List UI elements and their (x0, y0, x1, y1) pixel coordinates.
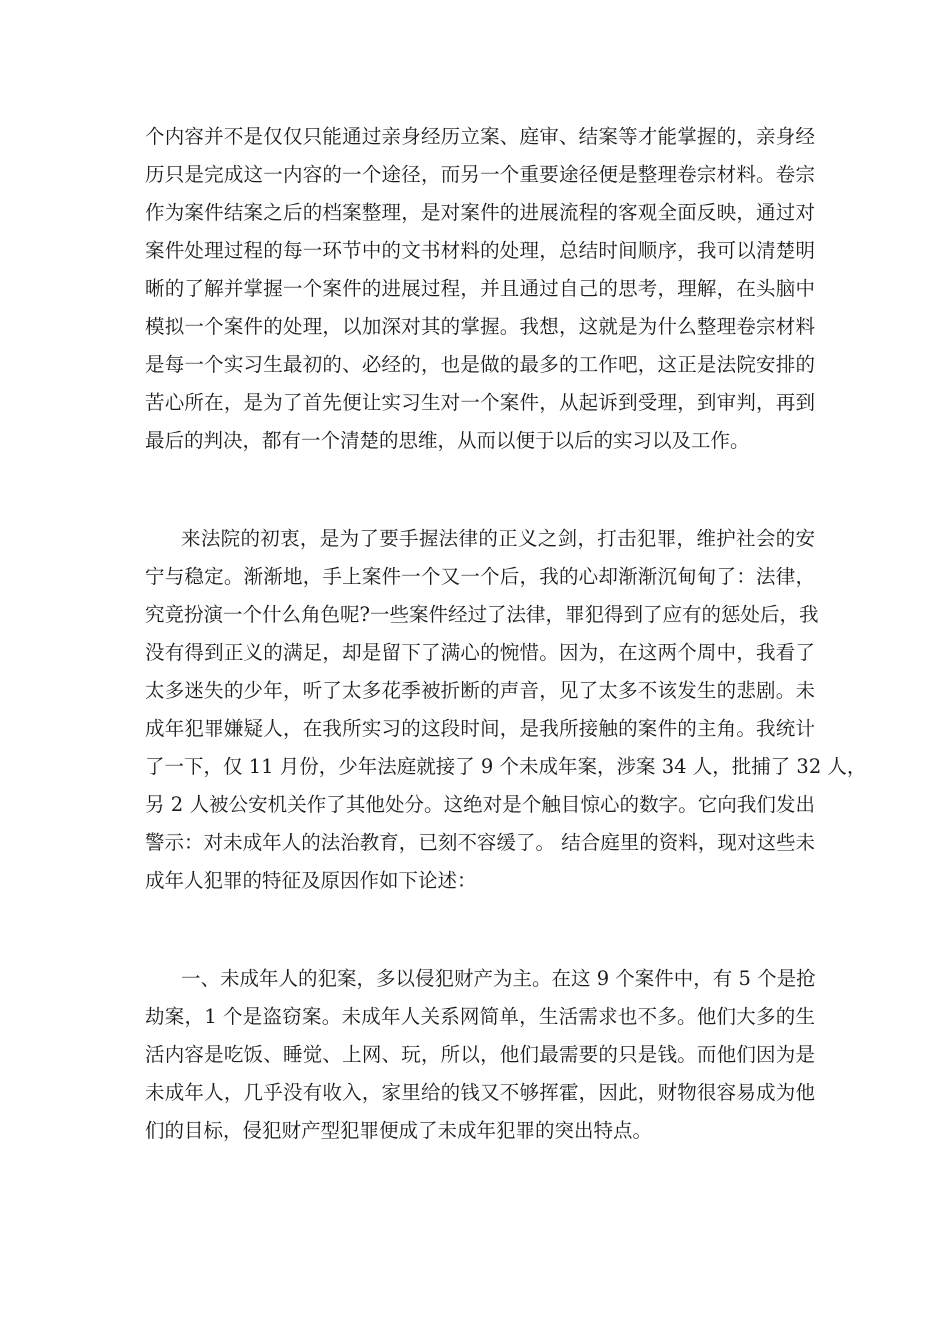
text-line: 警示：对未成年人的法治教育，已刻不容缓了。 结合庭里的资料，现对这些未 (145, 831, 815, 854)
text-line: 们的目标，侵犯财产型犯罪便成了未成年犯罪的突出特点。 (145, 1119, 653, 1142)
text-line: 未成年人，几乎没有收入，家里给的钱又不够挥霍，因此，财物很容易成为他 (145, 1081, 815, 1104)
text-line: 劫案，1 个是盗窃案。未成年人关系网简单，生活需求也不多。他们大多的生 (145, 1005, 815, 1028)
text-line: 活内容是吃饭、睡觉、上网、玩，所以，他们最需要的只是钱。而他们因为是 (145, 1043, 815, 1066)
text-line: 另 2 人被公安机关作了其他处分。这绝对是个触目惊心的数字。它向我们发出 (145, 793, 815, 816)
text-line: 太多迷失的少年，听了太多花季被折断的声音，见了太多不该发生的悲剧。未 (145, 679, 815, 702)
text-line: 一、未成年人的犯案，多以侵犯财产为主。在这 9 个案件中，有 5 个是抢 (181, 967, 816, 990)
text-line: 宁与稳定。渐渐地，手上案件一个又一个后，我的心却渐渐沉甸甸了：法律， (145, 565, 815, 588)
text-line: 了一下，仅 11 月份，少年法庭就接了 9 个未成年案，涉案 34 人，批捕了 32 人， (145, 755, 867, 778)
text-line: 究竟扮演一个什么角色呢?一些案件经过了法律，罪犯得到了应有的惩处后，我 (145, 603, 819, 626)
text-line: 晰的了解并掌握一个案件的进展过程，并且通过自己的思考，理解，在头脑中 (145, 277, 815, 300)
text-line: 成年人犯罪的特征及原因作如下论述： (145, 869, 477, 892)
text-line: 案件处理过程的每一环节中的文书材料的处理，总结时间顺序，我可以清楚明 (145, 239, 815, 262)
text-line: 模拟一个案件的处理，以加深对其的掌握。我想，这就是为什么整理卷宗材料 (145, 315, 815, 338)
text-line: 作为案件结案之后的档案整理，是对案件的进展流程的客观全面反映，通过对 (145, 201, 815, 224)
text-line: 没有得到正义的满足，却是留下了满心的惋惜。因为，在这两个周中，我看了 (145, 641, 815, 664)
text-line: 最后的判决，都有一个清楚的思维，从而以便于以后的实习以及工作。 (145, 429, 750, 452)
text-line: 个内容并不是仅仅只能通过亲身经历立案、庭审、结案等才能掌握的，亲身经 (145, 125, 815, 148)
text-line: 成年犯罪嫌疑人，在我所实习的这段时间，是我所接触的案件的主角。我统计 (145, 717, 815, 740)
text-line: 历只是完成这一内容的一个途径，而另一个重要途径便是整理卷宗材料。卷宗 (145, 163, 815, 186)
text-line: 是每一个实习生最初的、必经的，也是做的最多的工作吧，这正是法院安排的 (145, 353, 815, 376)
text-line: 苦心所在，是为了首先便让实习生对一个案件，从起诉到受理，到审判，再到 (145, 391, 815, 414)
text-line: 来法院的初衷，是为了要手握法律的正义之剑，打击犯罪，维护社会的安 (181, 527, 815, 550)
